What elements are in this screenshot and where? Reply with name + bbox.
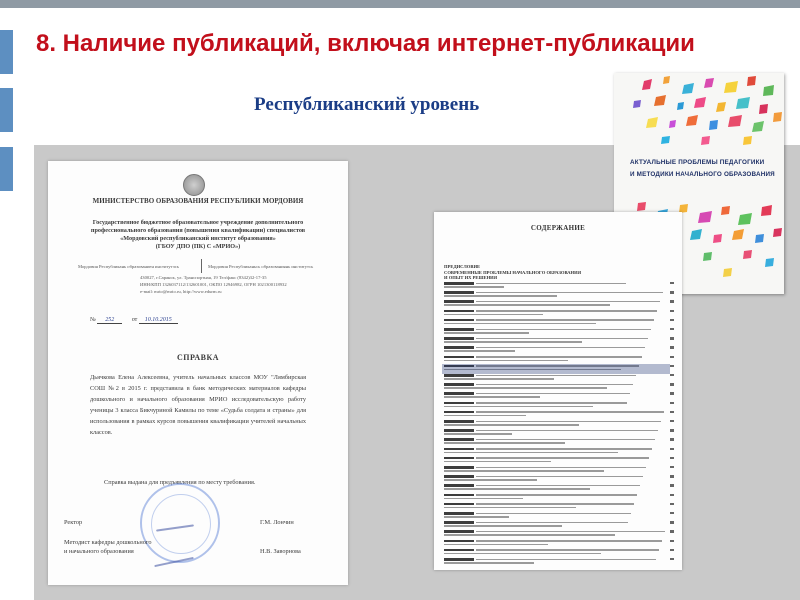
edge-tab <box>0 88 13 132</box>
toc-page-number <box>670 291 674 293</box>
toc-entry-author <box>444 438 474 441</box>
toc-entry-text <box>476 402 627 404</box>
toc-entry-text <box>444 433 512 435</box>
toc-page-number <box>670 300 674 302</box>
toc-entry-text <box>444 350 515 352</box>
toc-entry-text <box>476 559 656 561</box>
certificate-document <box>48 161 348 585</box>
toc-entry-author <box>444 319 474 322</box>
toc-entry-text <box>476 292 663 294</box>
toc-entry-author <box>444 328 474 331</box>
toc-entry-text <box>476 430 658 432</box>
toc-entry-author <box>444 448 474 451</box>
toc-entry-text <box>444 314 543 316</box>
toc-entry-text <box>444 452 618 454</box>
toc-entry-text <box>444 304 610 306</box>
toc-entry-text <box>444 544 548 546</box>
address-line: 430027, г.Саранск, ул. Транспортная, 19 Тел/факс (8342)32-17-35 <box>140 275 267 280</box>
toc-page-number <box>670 346 674 348</box>
toc-entry-author <box>444 475 474 478</box>
toc-entry-text <box>444 378 554 380</box>
toc-entry-text <box>476 494 637 496</box>
toc-entry-author <box>444 457 474 460</box>
toc-entry-text <box>444 286 504 288</box>
toc-entry-author <box>444 558 474 561</box>
toc-entry-author <box>444 530 474 533</box>
toc-page-number <box>670 448 674 450</box>
toc-page-number <box>670 540 674 542</box>
toc-entry-text <box>444 295 557 297</box>
signer-role: и начального образования <box>64 548 134 555</box>
certificate-heading: СПРАВКА <box>176 353 220 362</box>
toc-entry-text <box>444 442 565 444</box>
toc-entry-text <box>476 310 657 312</box>
toc-page-number <box>670 319 674 321</box>
contents-heading: СОДЕРЖАНИЕ <box>530 224 586 232</box>
toc-entry-text <box>444 323 596 325</box>
toc-page-number <box>670 420 674 422</box>
toc-page-number <box>670 475 674 477</box>
toc-entry-text <box>444 406 593 408</box>
toc-page-number <box>670 503 674 505</box>
toc-entry-author <box>444 503 474 506</box>
toc-entry-author <box>444 494 474 497</box>
toc-entry-text <box>476 540 662 542</box>
toc-entry-author <box>444 420 474 423</box>
contents-preface: ПРЕДИСЛОВИЕ СОВРЕМЕННЫЕ ПРОБЛЕМЫ НАЧАЛЬНОГО ОБРАЗОВАНИЯ И ОПЫТ ИХ РЕШЕНИЯ <box>444 264 582 281</box>
toc-page-number <box>670 365 674 367</box>
toc-entry-text <box>476 338 648 340</box>
toc-entry-text <box>476 356 642 358</box>
contents-page <box>434 212 682 570</box>
toc-entry-text <box>476 476 643 478</box>
toc-entry-author <box>444 346 474 349</box>
top-bar <box>0 0 800 8</box>
toc-page-number <box>670 466 674 468</box>
toc-entry-text <box>476 439 655 441</box>
toc-entry-author <box>444 512 474 515</box>
signer-role: Методист кафедры дошкольного <box>64 539 152 546</box>
toc-entry-text <box>444 470 604 472</box>
toc-entry-author <box>444 291 474 294</box>
toc-entry-author <box>444 310 474 313</box>
document-number: № 252 от 10.10.2015 <box>90 317 178 323</box>
toc-entry-text <box>444 562 534 564</box>
toc-entry-author <box>444 429 474 432</box>
slide-title: 8. Наличие публикаций, включая интернет-публикации <box>36 30 695 57</box>
coat-of-arms-icon <box>183 174 205 196</box>
ministry-name: МИНИСТЕРСТВО ОБРАЗОВАНИЯ РЕСПУБЛИКИ МОРДОВИЯ <box>92 197 304 205</box>
toc-entry-text <box>476 384 633 386</box>
address-line: e-mail: mrio@mrio.ru, http://www.edurm.ru <box>140 289 222 294</box>
toc-entry-text <box>476 531 665 533</box>
toc-page-number <box>670 429 674 431</box>
toc-entry-text <box>444 525 562 527</box>
toc-entry-text <box>476 421 661 423</box>
toc-page-number <box>670 356 674 358</box>
toc-entry-text <box>444 498 523 500</box>
toc-entry-author <box>444 356 474 359</box>
toc-entry-author <box>444 282 474 285</box>
toc-entry-text <box>444 396 540 398</box>
toc-entry-text <box>444 424 579 426</box>
toc-page-number <box>670 457 674 459</box>
toc-entry-author <box>444 300 474 303</box>
toc-entry-text <box>476 513 631 515</box>
signer-role: Ректор <box>64 519 83 526</box>
toc-entry-text <box>444 479 537 481</box>
toc-page-number <box>670 411 674 413</box>
issued-note: Справка выдана для предъявления по месту требования. <box>104 479 256 486</box>
certificate-body: Дьячкова Елена Алексеевна, учитель начальных классов МОУ "Лямбирская СОШ №2 в 2015 г. представила в банк методических материалов кафедры дошкольного и начального образования МРИО исследовательскую работу ученицы 3 класса Бикчуриной Камилы по теме «Судьба солдата и страны» для использования в рамках курсов повышения квалификации учителей начальных классов. <box>90 374 306 436</box>
toc-entry-text <box>476 457 649 459</box>
divider <box>201 259 202 273</box>
stamp-icon <box>140 483 220 563</box>
toc-entry-text <box>476 411 664 413</box>
toc-entry-text <box>444 360 568 362</box>
toc-entry-text <box>444 507 576 509</box>
toc-entry-author <box>444 466 474 469</box>
toc-entry-text <box>476 283 626 285</box>
toc-entry-author <box>444 383 474 386</box>
toc-entry-text <box>476 319 654 321</box>
toc-page-number <box>670 549 674 551</box>
address-line: ИНН/КПП 1326037112/132601001, ОКПО 12946982, ОГРН 1021300118932 <box>140 282 287 287</box>
toc-entry-text <box>476 485 640 487</box>
toc-entry-text <box>476 467 646 469</box>
toc-entry-author <box>444 411 474 414</box>
toc-entry-author <box>444 392 474 395</box>
toc-page-number <box>670 310 674 312</box>
toc-entry-author <box>444 374 474 377</box>
signer-name: Г.М. Лончин <box>260 519 294 526</box>
toc-page-number <box>670 328 674 330</box>
toc-page-number <box>670 512 674 514</box>
toc-page-number <box>670 558 674 560</box>
toc-entry-author <box>444 549 474 552</box>
toc-page-number <box>670 530 674 532</box>
toc-entry-text <box>444 534 615 536</box>
toc-entry-text <box>444 553 601 555</box>
signer-name: Н.В. Заворнова <box>260 548 301 555</box>
toc-page-number <box>670 282 674 284</box>
toc-entry-text <box>476 393 630 395</box>
toc-entry-author <box>444 521 474 524</box>
toc-entry-text <box>476 329 651 331</box>
toc-page-number <box>670 402 674 404</box>
toc-entry-text <box>444 516 509 518</box>
toc-page-number <box>670 494 674 496</box>
toc-entry-author <box>444 402 474 405</box>
toc-entry-author <box>444 484 474 487</box>
toc-entry-text <box>444 387 607 389</box>
toc-page-number <box>670 438 674 440</box>
institution-name: Государственное бюджетное образовательное учреждение дополнительного профессионального образования (повышения квалификации) специалистов «Мордовский республиканский институт образования» (ГБОУ ДПО (ПК) С «МРИО») <box>90 219 306 250</box>
toc-entry-text <box>444 415 526 417</box>
toc-entry-text <box>476 347 645 349</box>
toc-entry-text <box>476 375 636 377</box>
institution-name-local-left: Мордовия Республикань образованиен институтэсь <box>78 264 179 269</box>
book-title: АКТУАЛЬНЫЕ ПРОБЛЕМЫ ПЕДАГОГИКИ И МЕТОДИКИ НАЧАЛЬНОГО ОБРАЗОВАНИЯ <box>630 159 775 178</box>
toc-entry-author <box>444 337 474 340</box>
toc-entry-text <box>444 488 590 490</box>
toc-entry-text <box>444 461 551 463</box>
highlighted-entry <box>442 364 670 374</box>
toc-page-number <box>670 484 674 486</box>
toc-entry-text <box>476 503 634 505</box>
toc-page-number <box>670 383 674 385</box>
slide-subtitle: Республиканский уровень <box>254 94 480 115</box>
toc-entry-text <box>476 549 659 551</box>
toc-entry-author <box>444 540 474 543</box>
toc-entry-text <box>444 332 529 334</box>
toc-page-number <box>670 374 674 376</box>
toc-entry-text <box>444 341 582 343</box>
toc-page-number <box>670 337 674 339</box>
toc-page-number <box>670 392 674 394</box>
edge-tab <box>0 147 13 191</box>
toc-entry-text <box>476 522 628 524</box>
toc-entry-text <box>476 448 652 450</box>
toc-page-number <box>670 521 674 523</box>
institution-name-local-right: Мордовия Республиканьсь образованиянь институтсь <box>208 264 314 269</box>
edge-tab <box>0 30 13 74</box>
toc-entry-text <box>476 301 660 303</box>
